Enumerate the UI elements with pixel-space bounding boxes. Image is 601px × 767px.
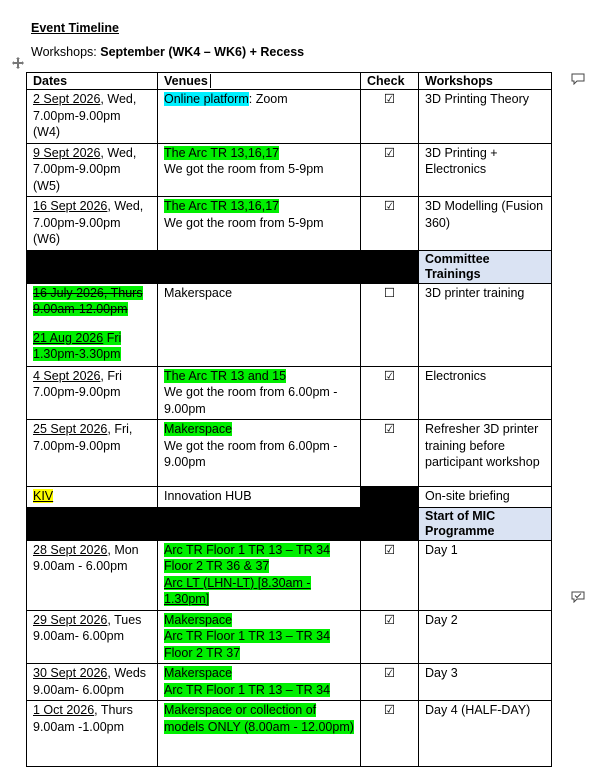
- workshop-cell: Day 1: [419, 540, 552, 610]
- workshop-cell: Day 4 (HALF-DAY): [419, 701, 552, 767]
- workshop-cell: Day 2: [419, 610, 552, 664]
- check-cell: [361, 610, 419, 664]
- subtitle-prefix: Workshops:: [31, 45, 101, 59]
- section-row-committee: [27, 250, 552, 283]
- check-cell: [361, 366, 419, 420]
- table-row: [27, 283, 552, 366]
- workshop-cell: Day 3: [419, 664, 552, 701]
- checkbox[interactable]: ☐: [383, 285, 396, 300]
- table-row: [27, 540, 552, 610]
- date-cell: KIV: [27, 487, 158, 508]
- checkbox[interactable]: ☑: [383, 542, 396, 557]
- date-cell: 2 Sept 2026, Wed, 7.00pm-9.00pm (W4): [27, 90, 158, 144]
- table-row: [27, 664, 552, 701]
- venue-cell: Makerspace We got the room from 6.00pm - 9.00pm: [158, 420, 361, 487]
- workshop-cell: Refresher 3D printer training before participant workshop: [419, 420, 552, 487]
- venue-cell: The Arc TR 13,16,17 We got the room from 5-9pm: [158, 197, 361, 251]
- workshop-cell: 3D Printing Theory: [419, 90, 552, 144]
- venue-cell: The Arc TR 13,16,17 We got the room from 5-9pm: [158, 143, 361, 197]
- header-check: Check: [361, 73, 419, 90]
- header-workshops: Workshops: [419, 73, 552, 90]
- workshop-cell: Electronics: [419, 366, 552, 420]
- check-cell: [361, 90, 419, 144]
- venue-cell: Arc TR Floor 1 TR 13 – TR 34 Floor 2 TR 36 & 37 Arc LT (LHN-LT) [8.30am - 1.30pm]: [158, 540, 361, 610]
- date-cell: 30 Sept 2026, Weds 9.00am- 6.00pm: [27, 664, 158, 701]
- venue-cell: Makerspace Arc TR Floor 1 TR 13 – TR 34: [158, 664, 361, 701]
- check-cell: [361, 540, 419, 610]
- mic-programme-header: Start of MIC Programme: [419, 507, 552, 540]
- workshop-cell: 3D Modelling (Fusion 360): [419, 197, 552, 251]
- table-row: [27, 90, 552, 144]
- event-timeline-table: [26, 72, 552, 767]
- date-cell: 16 July 2026, Thurs 9.00am-12.00pm 21 Aug 2026 Fri 1.30pm-3.30pm: [27, 283, 158, 366]
- date-cell: 4 Sept 2026, Fri 7.00pm-9.00pm: [27, 366, 158, 420]
- workshop-cell: 3D printer training: [419, 283, 552, 366]
- redacted-block: [27, 507, 419, 540]
- date-cell: 9 Sept 2026, Wed, 7.00pm-9.00pm (W5): [27, 143, 158, 197]
- check-cell: [361, 143, 419, 197]
- date-cell: 25 Sept 2026, Fri, 7.00pm-9.00pm: [27, 420, 158, 487]
- comment-resolved-icon[interactable]: [571, 591, 585, 603]
- check-cell: [361, 197, 419, 251]
- document-title: Event Timeline: [31, 21, 119, 35]
- committee-trainings-header: Committee Trainings: [419, 250, 552, 283]
- header-venues: [158, 73, 361, 90]
- table-row: [27, 420, 552, 487]
- check-cell: [361, 420, 419, 487]
- redacted-block: [27, 250, 419, 283]
- check-cell: [361, 283, 419, 366]
- checkbox[interactable]: ☑: [383, 199, 396, 213]
- table-row: [27, 487, 552, 508]
- date-cell: 29 Sept 2026, Tues 9.00am- 6.00pm: [27, 610, 158, 664]
- checkbox[interactable]: ☑: [383, 368, 396, 383]
- checkbox[interactable]: ☑: [383, 92, 396, 106]
- date-cell: 1 Oct 2026, Thurs 9.00am -1.00pm: [27, 701, 158, 767]
- checkbox[interactable]: ☑: [383, 703, 396, 717]
- table-row: [27, 197, 552, 251]
- table-row: [27, 143, 552, 197]
- header-dates: Dates: [27, 73, 158, 90]
- comment-icon[interactable]: [571, 73, 585, 85]
- document-subtitle: [31, 45, 304, 59]
- date-cell: 16 Sept 2026, Wed, 7.00pm-9.00pm (W6): [27, 197, 158, 251]
- venue-cell: Makerspace or collection of models ONLY (8.00am - 12.00pm): [158, 701, 361, 767]
- table-header-row: [27, 73, 552, 90]
- check-cell: [361, 664, 419, 701]
- check-cell: [361, 701, 419, 767]
- table-move-handle-icon[interactable]: [12, 57, 24, 69]
- venue-cell: Online platform: Zoom: [158, 90, 361, 144]
- venue-cell: Makerspace: [158, 283, 361, 366]
- subtitle-bold: September (WK4 – WK6) + Recess: [100, 45, 305, 59]
- table-row: [27, 701, 552, 767]
- date-cell: 28 Sept 2026, Mon 9.00am - 6.00pm: [27, 540, 158, 610]
- checkbox[interactable]: ☑: [383, 145, 396, 160]
- workshop-cell: On-site briefing: [419, 487, 552, 508]
- workshop-cell: 3D Printing + Electronics: [419, 143, 552, 197]
- checkbox[interactable]: ☑: [383, 612, 396, 627]
- venue-cell: Innovation HUB: [158, 487, 361, 508]
- checkbox[interactable]: ☑: [383, 666, 396, 680]
- section-row-mic: [27, 507, 552, 540]
- checkbox[interactable]: ☑: [383, 422, 396, 436]
- table-row: [27, 610, 552, 664]
- venue-cell: Makerspace Arc TR Floor 1 TR 13 – TR 34 Floor 2 TR 37: [158, 610, 361, 664]
- header-venues-label: Venues: [164, 74, 211, 88]
- venue-cell: The Arc TR 13 and 15 We got the room from 6.00pm - 9.00pm: [158, 366, 361, 420]
- table-row: [27, 366, 552, 420]
- redacted-check-cell: [361, 487, 419, 508]
